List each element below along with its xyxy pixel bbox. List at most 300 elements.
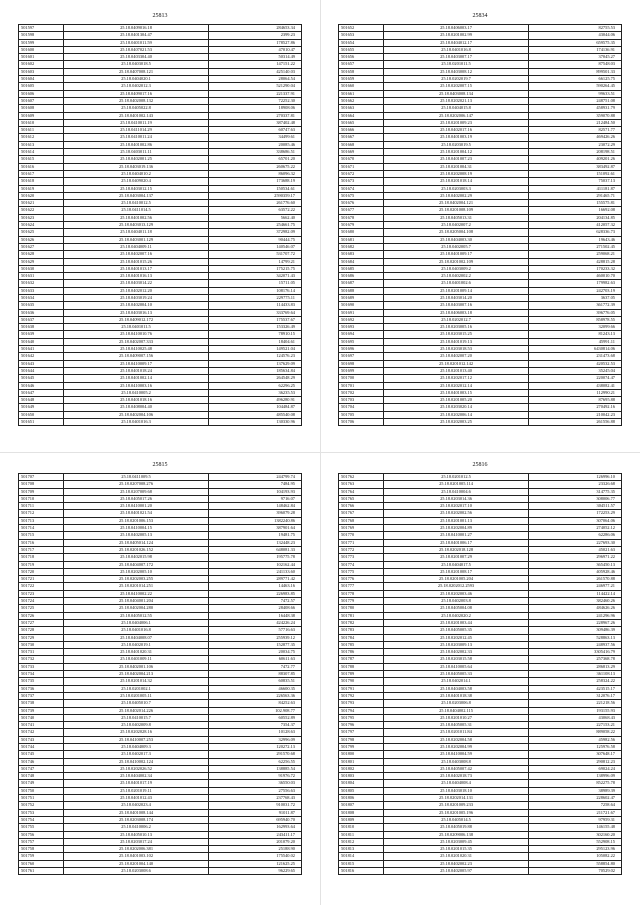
amount: 387402.48	[209, 119, 302, 126]
amount: 309486.39	[529, 627, 622, 634]
amount: 528863.13	[529, 634, 622, 641]
account-code: 25.18.0403008.8	[384, 758, 529, 765]
amount: 146155.48	[529, 824, 622, 831]
sheet-4	[338, 461, 622, 875]
table-row	[19, 853, 302, 860]
amount: 62256.55	[209, 758, 302, 765]
table-row	[19, 619, 302, 626]
account-code: 25.18.0202006.147	[384, 112, 529, 119]
account-code: 25.18.0201019.11	[64, 787, 209, 794]
row-number: 501609	[19, 112, 64, 119]
table-row	[339, 700, 622, 707]
table-row	[339, 525, 622, 532]
table-row	[339, 846, 622, 853]
table-row	[19, 243, 302, 250]
table-row	[19, 76, 302, 83]
account-code: 25.18.0202012.14	[384, 382, 529, 389]
account-code: 25.18.0201004.31	[384, 163, 529, 170]
amount: 137629.09	[209, 360, 302, 367]
table-row	[339, 590, 622, 597]
row-number: 501683	[339, 251, 384, 258]
row-number: 501729	[19, 634, 64, 641]
account-code: 25.18.0201011.5	[384, 61, 529, 68]
amount: 7484.95	[209, 481, 302, 488]
row-number: 501792	[339, 692, 384, 699]
account-code: 25.18.0201005.114	[384, 481, 529, 488]
row-number: 501627	[19, 243, 64, 250]
table-row	[19, 68, 302, 75]
table-row	[19, 546, 302, 553]
account-code: 25.18.0404001.204	[64, 598, 209, 605]
table-row	[339, 809, 622, 816]
account-code: 25.18.0405012.55	[64, 612, 209, 619]
amount: 151092.61	[529, 170, 622, 177]
amount: 226563.36	[209, 692, 302, 699]
account-code: 25.18.0410011.19	[64, 119, 209, 126]
sheet-2	[338, 12, 622, 426]
row-number: 501726	[19, 612, 64, 619]
page-divider-horizontal	[0, 452, 640, 453]
row-number: 501682	[339, 243, 384, 250]
row-number: 501687	[339, 280, 384, 287]
row-number: 501655	[339, 46, 384, 53]
amount: 87695.88	[529, 397, 622, 404]
account-code: 25.18.0401020.31	[64, 649, 209, 656]
row-number: 501711	[19, 503, 64, 510]
row-number: 501600	[19, 46, 64, 53]
table-row	[19, 649, 302, 656]
amount: 150534.61	[209, 185, 302, 192]
amount: 242703.19	[529, 287, 622, 294]
row-number: 501622	[19, 207, 64, 214]
account-code: 25.18.0201009.23	[384, 119, 529, 126]
table-row	[19, 112, 302, 119]
account-code: 25.18.0410004.6	[384, 488, 529, 495]
amount: 659575.35	[529, 39, 622, 46]
row-number: 501790	[339, 678, 384, 685]
account-code: 25.18.0401017.19	[64, 780, 209, 787]
amount: 65701.20	[209, 156, 302, 163]
table-row	[19, 809, 302, 816]
row-number: 501692	[339, 316, 384, 323]
row-number: 501597	[19, 25, 64, 32]
account-code: 25.18.0401002.14	[64, 375, 209, 382]
account-code: 25.18.0202007.15	[384, 83, 529, 90]
table-row	[339, 61, 622, 68]
row-number: 501808	[339, 809, 384, 816]
table-row	[339, 583, 622, 590]
row-number: 501684	[339, 258, 384, 265]
amount: 264548.29	[209, 375, 302, 382]
row-number: 501796	[339, 722, 384, 729]
table-row	[339, 634, 622, 641]
row-number: 501744	[19, 743, 64, 750]
row-number: 501740	[19, 714, 64, 721]
row-number: 501750	[19, 787, 64, 794]
amount: 695940.70	[209, 816, 302, 823]
amount: 409201.26	[529, 156, 622, 163]
account-code: 25.18.0203008.6	[64, 868, 209, 875]
amount: 60747.63	[209, 127, 302, 134]
row-number: 501732	[19, 656, 64, 663]
table-row	[19, 561, 302, 568]
table-row	[339, 382, 622, 389]
account-code: 25.18.0202002.56	[384, 510, 529, 517]
amount: 295123.96	[529, 846, 622, 853]
account-code: 25.18.0405022.8	[64, 105, 209, 112]
amount: 226983.85	[209, 590, 302, 597]
amount: 312076.17	[529, 692, 622, 699]
row-number: 501731	[19, 649, 64, 656]
amount: 244799.74	[209, 474, 302, 481]
amount: 38989.39	[529, 787, 622, 794]
amount: 424226.24	[209, 619, 302, 626]
amount: 172253.29	[529, 510, 622, 517]
table-row	[19, 751, 302, 758]
amount: 304511.57	[529, 503, 622, 510]
amount: 179982.63	[529, 280, 622, 287]
account-code: 25.18.0403013.129	[64, 222, 209, 229]
table-row	[339, 236, 622, 243]
sheet-title: 25815	[152, 462, 168, 468]
amount: 361108.13	[529, 671, 622, 678]
account-code: 25.18.0201003.44	[384, 619, 529, 626]
table-row	[339, 787, 622, 794]
amount: 460010.70	[529, 273, 622, 280]
account-code: 25.18.0202021.13	[384, 97, 529, 104]
amount: 96229.65	[209, 868, 302, 875]
table-row	[339, 692, 622, 699]
table-row	[339, 816, 622, 823]
row-number: 501666	[339, 127, 384, 134]
table-row	[339, 367, 622, 374]
table-row	[339, 612, 622, 619]
account-code: 25.18.0201004.12	[384, 149, 529, 156]
row-number: 501727	[19, 619, 64, 626]
amount: 261556.88	[529, 419, 622, 426]
row-number: 501658	[339, 68, 384, 75]
account-code: 25.18.0402018.73	[384, 773, 529, 780]
table-row	[19, 382, 302, 389]
sheet-title: 25813	[152, 13, 168, 19]
amount: 72252.30	[209, 97, 302, 104]
account-code: 25.18.0201014.32	[64, 678, 209, 685]
account-code: 25.18.0201011.84	[384, 729, 529, 736]
row-number: 501802	[339, 765, 384, 772]
account-code: 25.18.0410002.124	[64, 758, 209, 765]
table-row	[339, 481, 622, 488]
account-code: 25.18.0402004.10	[64, 302, 209, 309]
table-row	[19, 32, 302, 39]
amount: 121625.25	[209, 860, 302, 867]
table-row	[339, 112, 622, 119]
table-row	[19, 525, 302, 532]
account-code: 25.18.0203015.58	[384, 656, 529, 663]
amount: 425140.03	[209, 68, 302, 75]
row-number: 501736	[19, 685, 64, 692]
row-number: 501650	[19, 411, 64, 418]
amount: 237768.43	[209, 795, 302, 802]
amount: 229775.11	[209, 294, 302, 301]
table-row	[339, 207, 622, 214]
account-code: 25.18.0205004.108	[384, 229, 529, 236]
row-number: 501753	[19, 809, 64, 816]
amount: 16692.08	[529, 207, 622, 214]
amount: 60552.89	[209, 714, 302, 721]
row-number: 501675	[339, 192, 384, 199]
table-row	[339, 736, 622, 743]
table-row	[339, 46, 622, 53]
amount: 27556.63	[209, 787, 302, 794]
account-code: 25.18.0402004.121	[384, 200, 529, 207]
row-number: 501601	[19, 54, 64, 61]
amount: 46600.35	[209, 685, 302, 692]
row-number: 501617	[19, 170, 64, 177]
row-number: 501638	[19, 324, 64, 331]
account-code: 25.18.0401002.143	[64, 112, 209, 119]
table-row	[19, 700, 302, 707]
account-code: 25.18.0410005.64	[384, 663, 529, 670]
amount: 102162.44	[209, 561, 302, 568]
account-code: 25.18.0402002.29	[384, 192, 529, 199]
table-row	[19, 411, 302, 418]
amount: 248751.08	[529, 97, 622, 104]
row-number: 501765	[339, 495, 384, 502]
table-row	[339, 294, 622, 301]
row-number: 501695	[339, 338, 384, 345]
row-number: 501694	[339, 331, 384, 338]
row-number: 501785	[339, 641, 384, 648]
account-code: 25.18.0402014.226	[64, 707, 209, 714]
account-code: 25.18.0201005.20	[384, 397, 529, 404]
account-code: 25.18.0202003.255	[64, 576, 209, 583]
row-number: 501602	[19, 61, 64, 68]
account-code: 25.18.0201006.153	[64, 517, 209, 524]
account-code: 25.18.0404010.2	[64, 170, 209, 177]
row-number: 501779	[339, 598, 384, 605]
table-row	[339, 360, 622, 367]
account-code: 25.18.0401007.23	[384, 156, 529, 163]
row-number: 501639	[19, 331, 64, 338]
row-number: 501643	[19, 360, 64, 367]
amount: 289771.42	[209, 576, 302, 583]
account-code: 25.18.0401003.102	[64, 853, 209, 860]
row-number: 501718	[19, 554, 64, 561]
account-code: 25.18.0402017.16	[384, 127, 529, 134]
amount: 7472.77	[209, 663, 302, 670]
row-number: 501741	[19, 722, 64, 729]
account-code: 25.18.0403019.136	[64, 163, 209, 170]
amount: 365450.13	[529, 561, 622, 568]
account-code: 25.18.0401015.26	[64, 258, 209, 265]
amount: 307064.06	[529, 517, 622, 524]
account-code: 25.18.0202006.14	[384, 411, 529, 418]
row-number: 501686	[339, 273, 384, 280]
row-number: 501766	[339, 503, 384, 510]
row-number: 501657	[339, 61, 384, 68]
amount: 86096.32	[209, 170, 302, 177]
amount: 284653.34	[209, 25, 302, 32]
amount: 75037.13	[529, 178, 622, 185]
amount: 34499.61	[209, 134, 302, 141]
amount: 257368.78	[529, 656, 622, 663]
amount: 212484.50	[529, 119, 622, 126]
account-code: 25.18.0410006.2	[64, 824, 209, 831]
table-row	[339, 258, 622, 265]
row-number: 501640	[19, 338, 64, 345]
row-number: 501679	[339, 222, 384, 229]
account-code: 25.18.0402023.4	[64, 802, 209, 809]
row-number: 501633	[19, 287, 64, 294]
table-row	[339, 765, 622, 772]
row-number: 501667	[339, 134, 384, 141]
amount: 333769.64	[209, 309, 302, 316]
table-row	[339, 751, 622, 758]
table-row	[19, 61, 302, 68]
table-row	[19, 331, 302, 338]
row-number: 501756	[19, 831, 64, 838]
account-code: 25.18.0402009.8	[64, 722, 209, 729]
table-row	[19, 25, 302, 32]
row-number: 501702	[339, 389, 384, 396]
amount: 338686.51	[209, 149, 302, 156]
account-code: 25.18.0404009.11	[64, 243, 209, 250]
row-number: 501664	[339, 112, 384, 119]
row-number: 501663	[339, 105, 384, 112]
row-number: 501762	[339, 474, 384, 481]
account-code: 25.18.0405007.42	[384, 765, 529, 772]
table-row	[339, 404, 622, 411]
amount: 10128.63	[209, 729, 302, 736]
table-row	[19, 671, 302, 678]
row-number: 501678	[339, 214, 384, 221]
row-number: 501703	[339, 397, 384, 404]
table-row	[19, 605, 302, 612]
table-row	[19, 97, 302, 104]
row-number: 501632	[19, 280, 64, 287]
account-code: 25.18.0207008.276	[64, 481, 209, 488]
table-row	[19, 185, 302, 192]
amount: 889058.22	[529, 729, 622, 736]
row-number: 501709	[19, 488, 64, 495]
table-row	[339, 488, 622, 495]
account-code: 25.18.0404012.17	[384, 39, 529, 46]
table-row	[339, 838, 622, 845]
account-code: 25.18.0203005.16	[384, 324, 529, 331]
table-row	[339, 134, 622, 141]
table-row	[339, 678, 622, 685]
amount: 25188.90	[209, 846, 302, 853]
amount: 18908.06	[209, 105, 302, 112]
account-code: 25.18.0409020.4	[64, 178, 209, 185]
account-code: 25.18.0201002.1	[64, 685, 209, 692]
amount: 50314.49	[209, 54, 302, 61]
account-code: 25.18.0401002.6	[384, 280, 529, 287]
amount: 178527.86	[209, 39, 302, 46]
account-code: 25.18.0409007.156	[64, 353, 209, 360]
amount: 43068.43	[529, 714, 622, 721]
table-row	[339, 346, 622, 353]
row-number: 501700	[339, 375, 384, 382]
amount: 114422.14	[529, 590, 622, 597]
account-code: 25.18.0201005.196	[384, 809, 529, 816]
row-number: 501797	[339, 729, 384, 736]
account-code: 25.18.0410004.15	[64, 525, 209, 532]
account-code: 25.18.0401021.54	[64, 510, 209, 517]
row-number: 501701	[339, 382, 384, 389]
amount: 220074.47	[529, 375, 622, 382]
row-number: 501717	[19, 546, 64, 553]
row-number: 501789	[339, 671, 384, 678]
table-row	[339, 868, 622, 875]
account-code: 25.18.0411014.29	[64, 127, 209, 134]
account-code: 25.18.0408004.40	[64, 404, 209, 411]
account-code: 25.18.0202006.381	[64, 846, 209, 853]
amount: 35245.04	[529, 367, 622, 374]
row-number: 501648	[19, 397, 64, 404]
row-number: 501654	[339, 39, 384, 46]
table-row	[339, 495, 622, 502]
account-code: 25.18.0402014.1	[384, 678, 529, 685]
row-number: 501730	[19, 641, 64, 648]
amount: 147151.22	[209, 61, 302, 68]
amount: 112990.21	[529, 389, 622, 396]
account-code: 25.18.0202003.46	[384, 590, 529, 597]
amount: 270337.81	[209, 112, 302, 119]
amount: 3637.05	[529, 294, 622, 301]
account-code: 25.18.0201001.13	[384, 517, 529, 524]
account-code: 25.18.0403008.134	[384, 90, 529, 97]
row-number: 501712	[19, 510, 64, 517]
row-number: 501656	[339, 54, 384, 61]
amount: 14799.21	[209, 258, 302, 265]
table-row	[19, 90, 302, 97]
amount: 148462.84	[209, 503, 302, 510]
account-code: 25.18.0202014.131	[384, 795, 529, 802]
table-row	[19, 251, 302, 258]
account-code: 25.18.0201015.35	[384, 846, 529, 853]
account-code: 25.18.0401012.43	[64, 795, 209, 802]
amount: 227693.30	[529, 539, 622, 546]
row-number: 501604	[19, 76, 64, 83]
account-code: 25.18.0403018.5	[64, 61, 209, 68]
row-number: 501799	[339, 743, 384, 750]
table-row	[19, 419, 302, 426]
table-row	[339, 671, 622, 678]
row-number: 501795	[339, 714, 384, 721]
table-row	[19, 634, 302, 641]
account-code: 25.18.0401011.5	[64, 324, 209, 331]
account-code: 25.18.0401011.59	[64, 39, 209, 46]
row-number: 501659	[339, 76, 384, 83]
amount: 102.908.77	[209, 707, 302, 714]
row-number: 501672	[339, 170, 384, 177]
row-number: 501603	[19, 68, 64, 75]
row-number: 501774	[339, 561, 384, 568]
amount: 261776.60	[209, 200, 302, 207]
account-code: 25.18.0402017.3	[64, 751, 209, 758]
amount: 405928.46	[529, 568, 622, 575]
table-row	[19, 474, 302, 481]
table-row	[339, 539, 622, 546]
table-row	[339, 685, 622, 692]
table-row	[19, 316, 302, 323]
amount: 423515.17	[529, 685, 622, 692]
sheet-title: 25816	[472, 462, 488, 468]
row-number: 501637	[19, 316, 64, 323]
table-row	[339, 758, 622, 765]
amount: 496280.91	[209, 397, 302, 404]
